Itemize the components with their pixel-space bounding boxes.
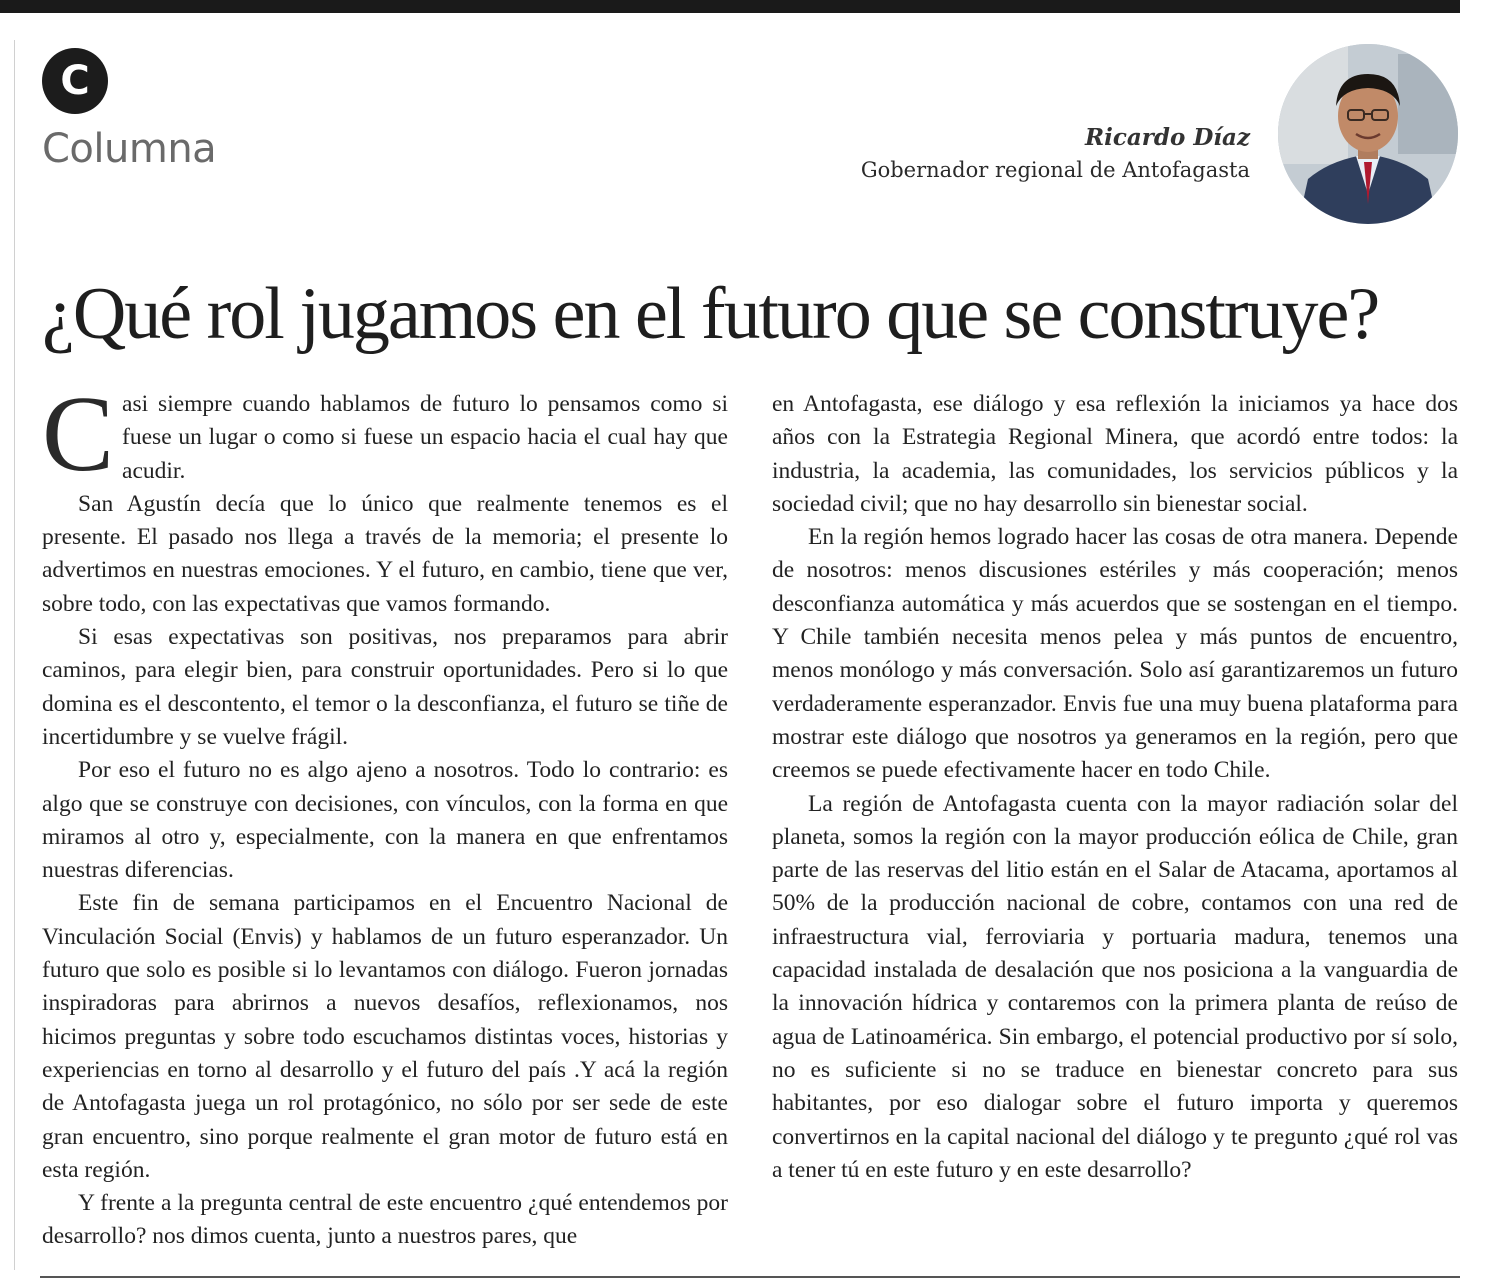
article-column-right (772, 388, 1458, 1187)
author-photo (1278, 44, 1458, 224)
article-paragraph: Si esas expectativas son positivas, nos preparamos para abrir caminos, para elegir bien, para construir oportunidades. Pero si lo que domina es el descontento, el temor o la desconfianza, el futuro se tiñe de incertidumbre y se vuelve frágil. (42, 624, 728, 750)
drop-cap: C (42, 375, 115, 494)
section-badge-letter: C (60, 58, 90, 104)
page-edge-divider (14, 40, 15, 1270)
section-label: Columna (42, 126, 217, 172)
top-rule (0, 0, 1460, 13)
article-paragraph: En la región hemos logrado hacer las cosas de otra manera. Depende de nosotros: menos discusiones estériles y más cooperación; menos desconfianza automática y más acuerdos que se sostengan en el tiempo. Y Chile también necesita menos pelea y más puntos de encuentro, menos monólogo y más conversación. Solo así garantizaremos un futuro verdaderamente esperanzador. Envis fue una muy buena plataforma para mostrar este diálogo que nosotros ya generamos en la región, pero que creemos se puede efectivamente hacer en todo Chile. (772, 524, 1458, 784)
author-name: Ricardo Díaz (1085, 124, 1250, 151)
article-paragraph (42, 375, 728, 494)
article-paragraph: en Antofagasta, ese diálogo y esa reflexión la iniciamos ya hace dos años con la Estrategia Regional Minera, que acordó entre todos: la industria, la academia, las comunidades, los servicios públicos y la sociedad civil; que no hay desarrollo sin bienestar social. (772, 391, 1458, 517)
article-paragraph: La región de Antofagasta cuenta con la mayor radiación solar del planeta, somos la región con la mayor producción eólica de Chile, gran parte de las reservas del litio están en el Salar de Atacama, aportamos al 50% de la producción nacional de cobre, contamos con una red de infraestructura vial, ferroviaria y portuaria madura, tenemos una capacidad instalada de desalación que nos posiciona a la vanguardia de la innovación hídrica y contaremos con la primera planta de reúso de agua de Latinoamérica. Sin embargo, el potencial productivo por sí solo, no es suficiente si no se traduce en bienestar concreto para sus habitantes, por eso dialogar sobre el futuro importa y queremos convertirnos en la capital nacional del diálogo y te pregunto ¿qué rol vas a tener tú en este futuro y en este desarrollo? (772, 790, 1458, 1183)
article-paragraph: Por eso el futuro no es algo ajeno a nosotros. Todo lo contrario: es algo que se construye con decisiones, con vínculos, con la forma en que miramos al otro y, especialmente, con la manera en que enfrentamos nuestras diferencias. (42, 757, 728, 884)
paragraph-text: asi siempre cuando hablamos de futuro lo pensamos como si fuese un lugar o como si fuese un espacio hacia el cual hay que acudir. (122, 391, 728, 484)
bottom-rule (40, 1276, 1460, 1278)
headline: ¿Qué rol jugamos en el futuro que se construye? (42, 273, 1379, 355)
article-paragraph: San Agustín decía que lo único que realmente tenemos es el presente. El pasado nos llega a través de la memoria; el presente lo advertimos en nuestras emociones. Y el futuro, en cambio, tiene que ver, sobre todo, con las expectativas que vamos formando. (42, 490, 728, 617)
article-paragraph: Este fin de semana participamos en el Encuentro Nacional de Vinculación Social (Envis) y hablamos de un futuro esperanzador. Un futuro que solo es posible si lo levantamos con diálogo. Fueron jornadas inspiradoras para abrirnos a nuevos desafíos, reflexionamos, nos hicimos preguntas y sobre todo escuchamos distintas voces, historias y experiencias en torno al desarrollo y el futuro del país .Y acá la región de Antofagasta juega un rol protagónico, no sólo por ser sede de este gran encuentro, sino porque realmente el gran motor de futuro está en esta región. (42, 890, 728, 1183)
article-paragraph: Y frente a la pregunta central de este encuentro ¿qué entendemos por desarrollo? nos dimos cuenta, junto a nuestros pares, que (42, 1190, 728, 1250)
author-role: Gobernador regional de Antofagasta (860, 158, 1250, 182)
article-column-left (42, 375, 728, 1254)
section-badge (42, 48, 108, 114)
